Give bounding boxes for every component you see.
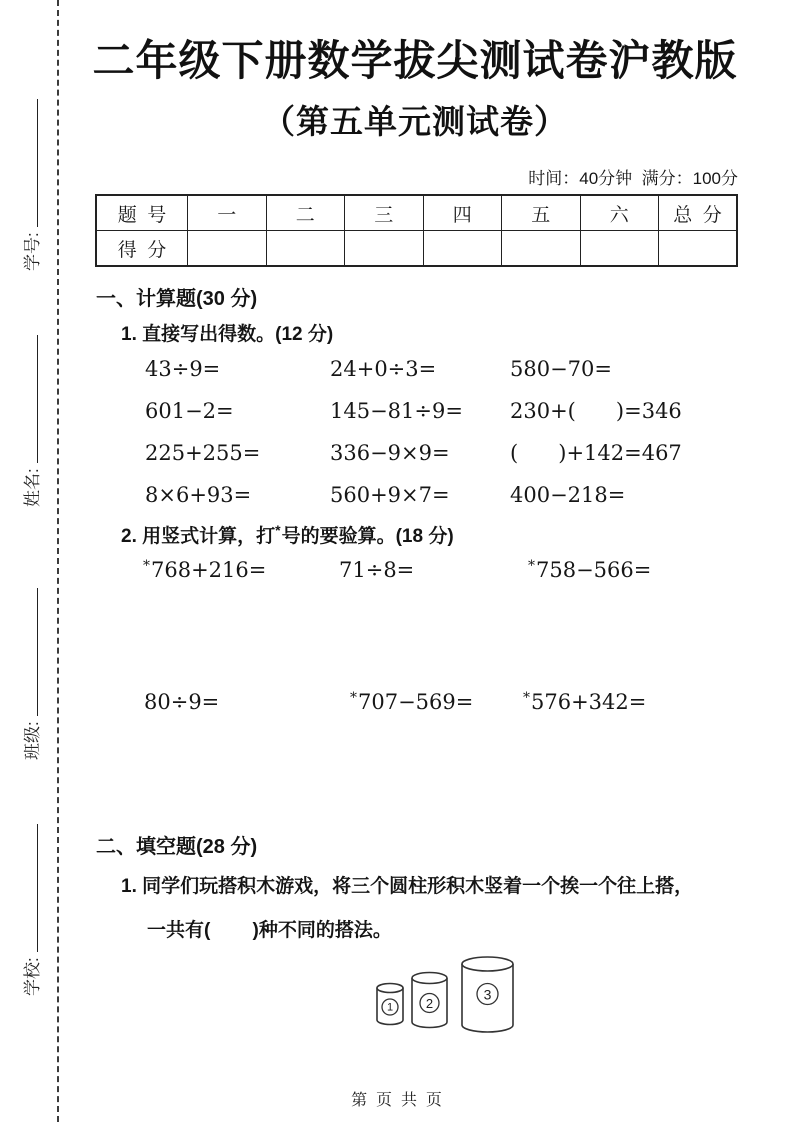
margin-field-class <box>18 570 42 760</box>
problem <box>528 558 651 582</box>
paper-subtitle: （第五单元测试卷） <box>262 103 568 140</box>
problem-expr: 80÷9= <box>144 690 220 714</box>
score-table-col-3: 三 <box>345 195 424 231</box>
student-id-label: 学号: <box>23 232 42 271</box>
score-cell-empty <box>580 231 659 267</box>
fill-blank-q1-line2: 一共有( )种不同的搭法。 <box>147 920 392 941</box>
class-label: 班级: <box>23 721 42 760</box>
problem-expr: 758−566= <box>536 558 652 582</box>
section2-heading: 二、填空题(28 分) <box>96 836 258 858</box>
margin-field-name <box>18 317 42 507</box>
score-cell-empty <box>659 231 738 267</box>
part2-heading-pre: 2. 用竖式计算，打 <box>121 526 276 547</box>
score-table-col-6: 六 <box>580 195 659 231</box>
problem <box>338 558 414 582</box>
problem <box>143 558 266 582</box>
problem: 336−9×9= <box>330 441 450 465</box>
asterisk-mark: * <box>143 558 150 574</box>
problem: 24+0÷3= <box>330 357 437 381</box>
score-table-col-2: 二 <box>266 195 345 231</box>
cylinders-figure <box>365 950 530 1038</box>
page-footer: 第 页 共 页 <box>351 1092 442 1109</box>
asterisk-mark: * <box>350 690 357 706</box>
fill-blank-q1-line1: 1. 同学们玩搭积木游戏，将三个圆柱形积木竖着一个挨一个往上搭， <box>121 876 694 897</box>
oral-calc-row-3 <box>95 441 755 471</box>
problem-expr: 576+342= <box>531 690 647 714</box>
cylinder-label-circled: 3 <box>483 986 492 1003</box>
score-table <box>95 194 738 267</box>
part2-heading-post: 号的要验算。(18 分) <box>281 526 454 547</box>
paper-title: 二年级下册数学拔尖测试卷沪教版 <box>92 37 738 84</box>
exam-time-score-info: 时间：40分钟 满分：100分 <box>528 169 738 188</box>
seal-dashed-line <box>57 0 59 1122</box>
name-label: 姓名: <box>23 468 42 507</box>
oral-calc-row-4 <box>95 483 755 513</box>
problem-expr: 707−569= <box>358 690 474 714</box>
problem: 8×6+93= <box>145 483 252 507</box>
section1-part2-heading <box>121 521 454 548</box>
asterisk-mark: * <box>275 522 281 538</box>
class-blank-line <box>37 588 38 716</box>
cylinder-label-circled: 2 <box>425 996 434 1011</box>
score-row-label: 得 分 <box>96 231 188 267</box>
cylinder-2-top <box>412 973 447 984</box>
score-cell-empty <box>345 231 424 267</box>
score-cell-empty <box>266 231 345 267</box>
problem: 225+255= <box>145 441 261 465</box>
oral-calc-row-1 <box>95 357 755 387</box>
problem: 560+9×7= <box>330 483 450 507</box>
score-cell-empty <box>502 231 581 267</box>
name-blank-line <box>37 335 38 463</box>
cylinder-3-top <box>462 957 513 971</box>
cylinder-1-top <box>377 984 403 993</box>
score-table-col-1: 一 <box>188 195 267 231</box>
problem <box>350 690 473 714</box>
score-table-col-5: 五 <box>502 195 581 231</box>
school-label: 学校: <box>23 957 42 996</box>
student-id-blank-line <box>37 99 38 227</box>
score-table-question-row <box>96 195 737 231</box>
score-table-col-total: 总 分 <box>659 195 738 231</box>
problem: ( )+142=467 <box>510 441 682 465</box>
problem <box>143 690 219 714</box>
asterisk-mark: * <box>523 690 530 706</box>
problem: 601−2= <box>145 399 234 423</box>
problem: 230+( )=346 <box>510 399 682 423</box>
problem-expr: 71÷8= <box>339 558 415 582</box>
problem-expr: 768+216= <box>151 558 267 582</box>
problem: 43÷9= <box>145 357 221 381</box>
score-cell-empty <box>423 231 502 267</box>
problem: 400−218= <box>510 483 626 507</box>
problem: 580−70= <box>510 357 612 381</box>
score-table-score-row <box>96 231 737 267</box>
column-calc-row-2 <box>95 690 755 720</box>
school-blank-line <box>37 824 38 952</box>
asterisk-mark: * <box>528 558 535 574</box>
section1-heading: 一、计算题(30 分) <box>96 288 258 310</box>
problem: 145−81÷9= <box>330 399 463 423</box>
question-row-label: 题 号 <box>96 195 188 231</box>
problem <box>523 690 646 714</box>
section1-part1-heading: 1. 直接写出得数。(12 分) <box>121 324 334 345</box>
column-calc-row-1 <box>95 558 755 588</box>
margin-field-school <box>18 806 42 996</box>
score-cell-empty <box>188 231 267 267</box>
margin-field-student-id <box>18 81 42 271</box>
score-table-col-4: 四 <box>423 195 502 231</box>
oral-calc-row-2 <box>95 399 755 429</box>
cylinder-label-circled: 1 <box>386 1001 394 1014</box>
